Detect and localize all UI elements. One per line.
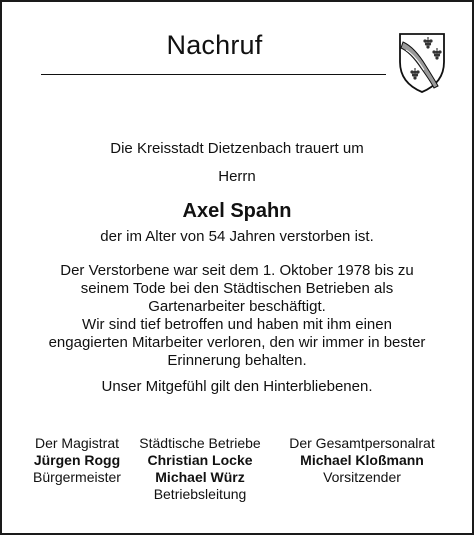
signature-magistrat — [22, 435, 132, 486]
salutation: Herrn — [218, 168, 256, 185]
signature-person: Christian Locke — [147, 452, 253, 468]
page-title: Nachruf — [166, 30, 263, 60]
coat-of-arms-icon — [398, 32, 446, 94]
signature-role: Vorsitzender — [323, 469, 401, 485]
paragraph-line: Wir sind tief betroffen und haben mit ihm einen — [82, 316, 392, 333]
signature-role: Betriebsleitung — [153, 486, 247, 502]
deceased-name: Axel Spahn — [182, 200, 292, 222]
paragraph-line: Gartenarbeiter beschäftigt. — [148, 298, 326, 315]
condolence-line: Unser Mitgefühl gilt den Hinterbliebenen. — [101, 378, 373, 395]
signature-personalrat — [267, 435, 457, 486]
announcement-intro: Die Kreisstadt Dietzenbach trauert um — [110, 140, 364, 157]
signature-person: Michael Kloßmann — [300, 452, 424, 468]
signature-person-2: Michael Würz — [155, 469, 245, 485]
signature-organization: Städtische Betriebe — [139, 435, 261, 451]
age-line: der im Alter von 54 Jahren verstorben ist. — [100, 228, 374, 245]
title-divider — [41, 74, 386, 75]
tribute-paragraph — [2, 262, 472, 370]
paragraph-line: Erinnerung behalten. — [167, 352, 307, 369]
signature-staedtische-betriebe — [135, 435, 265, 503]
paragraph-line: Der Verstorbene war seit dem 1. Oktober 1978 bis zu — [60, 262, 414, 279]
signature-organization: Der Gesamtpersonalrat — [289, 435, 435, 451]
signature-organization: Der Magistrat — [34, 435, 120, 451]
signature-role: Bürgermeister — [33, 469, 121, 485]
signature-person: Jürgen Rogg — [33, 452, 121, 468]
announcement-body — [2, 140, 472, 396]
paragraph-line: engagierten Mitarbeiter verloren, den wir immer in bester — [48, 334, 426, 351]
paragraph-line: seinem Tode bei den Städtischen Betrieben als — [80, 280, 394, 297]
